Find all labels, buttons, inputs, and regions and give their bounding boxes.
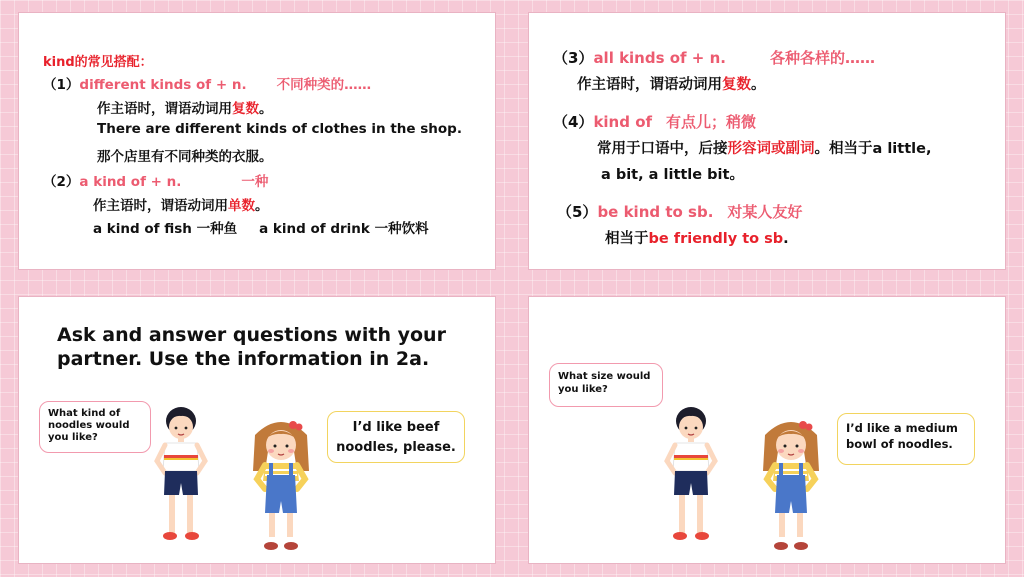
item2-heading xyxy=(43,170,268,190)
meaning: 各种各样的…… xyxy=(769,49,875,67)
item4-line2: a bit, a little bit。 xyxy=(601,167,744,183)
rule-keyword: be friendly to sb xyxy=(648,231,784,247)
item-number: （2） xyxy=(43,174,80,190)
boy-illustration xyxy=(661,403,721,543)
item1-example-cn: 那个店里有不同种类的衣服。 xyxy=(97,149,273,165)
heading-line: partner. Use the information in 2a. xyxy=(57,348,430,370)
rule-suffix: 。 xyxy=(255,198,269,214)
girl-speech-bubble xyxy=(837,413,975,465)
girl-speech-bubble xyxy=(327,411,465,463)
boy-illustration xyxy=(151,403,211,543)
bubble-line: I’d like a medium xyxy=(846,421,958,435)
rule-keyword: 复数 xyxy=(232,101,259,117)
rule-suffix: 。相当于a little, xyxy=(814,141,932,157)
meaning: 有点儿；稍微 xyxy=(666,113,757,131)
rule-text: 作主语时，谓语动词用 xyxy=(97,101,232,117)
item5-rule xyxy=(605,227,789,248)
item2-rule xyxy=(93,194,269,214)
slide-kind-collocations-2 xyxy=(528,12,1006,270)
phrase: a kind of + n. xyxy=(79,174,182,190)
example-drink: a kind of drink 一种饮料 xyxy=(259,221,429,237)
rule-keyword: 复数 xyxy=(722,77,751,93)
item-number: （3） xyxy=(553,49,594,67)
rule-suffix: . xyxy=(783,231,789,247)
boy-speech-bubble xyxy=(39,401,151,453)
meaning: 不同种类的…… xyxy=(276,77,372,93)
meaning: 对某人友好 xyxy=(727,203,803,221)
item2-examples xyxy=(93,217,429,237)
rule-text: 作主语时，谓语动词用 xyxy=(577,77,722,93)
phrase: all kinds of + n. xyxy=(593,49,726,67)
phrase: kind of xyxy=(593,113,653,131)
slide-title: kind的常见搭配： xyxy=(43,55,153,70)
item-number: （5） xyxy=(557,203,598,221)
bubble-line: you like? xyxy=(558,384,608,395)
item1-heading xyxy=(43,73,371,93)
item5-heading xyxy=(557,201,802,222)
item-number: （4） xyxy=(553,113,594,131)
slide-kind-collocations-1 xyxy=(18,12,496,270)
slide-dialogue-medium-bowl xyxy=(528,296,1006,564)
item1-rule xyxy=(97,97,273,117)
bubble-line: noodles, please. xyxy=(336,440,456,455)
rule-keyword: 形容词或副词 xyxy=(727,141,815,157)
bubble-line: bowl of noodles. xyxy=(846,437,953,451)
girl-illustration xyxy=(759,415,823,551)
rule-text: 相当于 xyxy=(605,231,649,247)
rule-suffix: 。 xyxy=(751,77,766,93)
item4-line1 xyxy=(597,137,931,158)
rule-suffix: 。 xyxy=(259,101,273,117)
slide-heading xyxy=(57,323,446,371)
item3-heading xyxy=(553,47,875,68)
bubble-line: you like? xyxy=(48,432,98,443)
bubble-line: noodles would xyxy=(48,420,130,431)
rule-keyword: 单数 xyxy=(228,198,255,214)
girl-illustration xyxy=(249,415,313,551)
item-number: （1） xyxy=(43,77,80,93)
meaning: 一种 xyxy=(241,174,269,190)
phrase: different kinds of + n. xyxy=(79,77,247,93)
phrase: be kind to sb. xyxy=(597,203,714,221)
slide-dialogue-beef-noodles xyxy=(18,296,496,564)
boy-speech-bubble xyxy=(549,363,663,407)
bubble-line: What size would xyxy=(558,371,651,382)
item1-example-en: There are different kinds of clothes in the shop. xyxy=(97,121,462,137)
heading-line: Ask and answer questions with your xyxy=(57,324,446,346)
rule-text: 作主语时，谓语动词用 xyxy=(93,198,228,214)
item3-rule xyxy=(577,73,766,94)
bubble-line: What kind of xyxy=(48,408,121,419)
bubble-line: I’d like beef xyxy=(352,420,440,435)
example-fish: a kind of fish 一种鱼 xyxy=(93,221,238,237)
rule-text: 常用于口语中，后接 xyxy=(597,141,728,157)
item4-heading xyxy=(553,111,756,132)
